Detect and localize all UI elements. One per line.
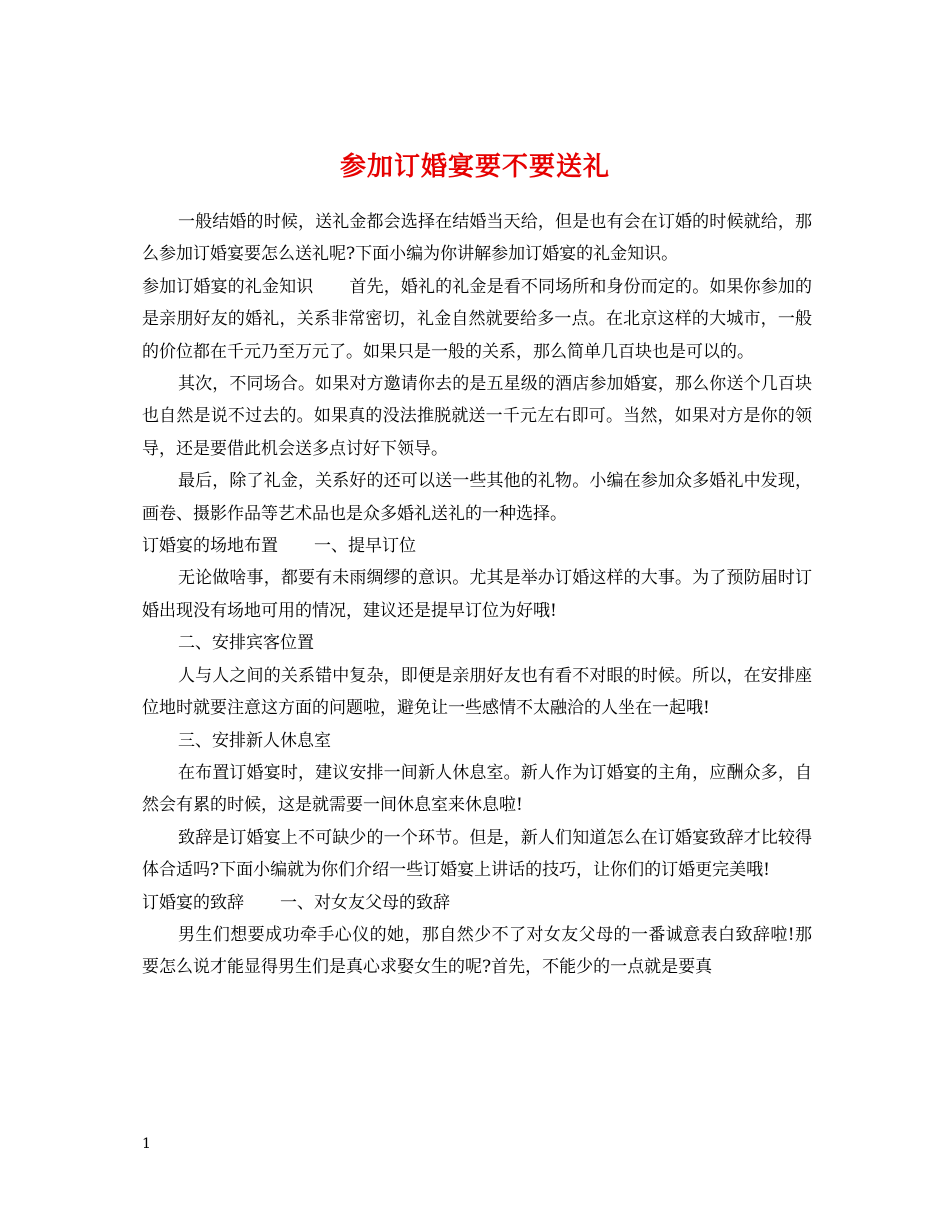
section-paragraph (142, 530, 812, 562)
paragraph: 男生们想要成功牵手心仪的她，那自然少不了对女友父母的一番诚意表白致辞啦!那要怎么说才能显得男生们是真心求娶女生的呢?首先，不能少的一点就是要真 (142, 924, 812, 978)
section-paragraph (142, 887, 812, 919)
section-text: 一、对女友父母的致辞 (280, 892, 450, 913)
paragraph: 在布置订婚宴时，建议安排一间新人休息室。新人作为订婚宴的主角，应酬众多，自然会有累的时候，这是就需要一间休息室来休息啦! (142, 762, 812, 816)
paragraph: 最后，除了礼金，关系好的还可以送一些其他的礼物。小编在参加众多婚礼中发现，画卷、摄影作品等艺术品也是众多婚礼送礼的一种选择。 (142, 471, 812, 524)
paragraph: 致辞是订婚宴上不可缺少的一个环节。但是，新人们知道怎么在订婚宴致辞才比较得体合适吗?下面小编就为你们介绍一些订婚宴上讲话的技巧，让你们的订婚更完美哦! (142, 827, 812, 881)
paragraph: 一般结婚的时候，送礼金都会选择在结婚当天给，但是也有会在订婚的时候就给，那么参加订婚宴要怎么送礼呢?下面小编为你讲解参加订婚宴的礼金知识。 (142, 212, 812, 265)
section-heading: 参加订婚宴的礼金知识 (142, 276, 314, 297)
paragraph: 无论做啥事，都要有未雨绸缪的意识。尤其是举办订婚这样的大事。为了预防届时订婚出现没有场地可用的情况，建议还是提早订位为好哦! (142, 568, 812, 621)
section-text: 首先，婚礼的礼金是看不同场所和身份而定的。如果你参加的是亲朋好友的婚礼，关系非常密切，礼金自然就要给多一点。在北京这样的大城市，一般的价位都在千元乃至万元了。如果只是一般的关系，那么简单几百块也是可以的。 (142, 276, 813, 362)
document-body (142, 206, 812, 984)
paragraph: 其次，不同场合。如果对方邀请你去的是五星级的酒店参加婚宴，那么你送个几百块也自然是说不过去的。如果真的没法推脱就送一千元左右即可。当然，如果对方是你的领导，还是要借此机会送多点讨好下领导。 (142, 374, 812, 459)
section-text: 一、提早订位 (314, 536, 416, 557)
subheading-paragraph: 二、安排宾客位置 (178, 633, 314, 654)
paragraph: 人与人之间的关系错中复杂，即便是亲朋好友也有看不对眼的时候。所以，在安排座位地时就要注意这方面的问题啦，避免让一些感情不太融洽的人坐在一起哦! (142, 665, 812, 719)
section-heading: 订婚宴的致辞 (142, 892, 244, 913)
section-heading: 订婚宴的场地布置 (142, 536, 278, 557)
page-number: 1 (142, 1136, 151, 1152)
document-title: 参加订婚宴要不要送礼 (339, 152, 610, 183)
section-paragraph (142, 271, 812, 368)
subheading-paragraph: 三、安排新人休息室 (178, 730, 331, 751)
